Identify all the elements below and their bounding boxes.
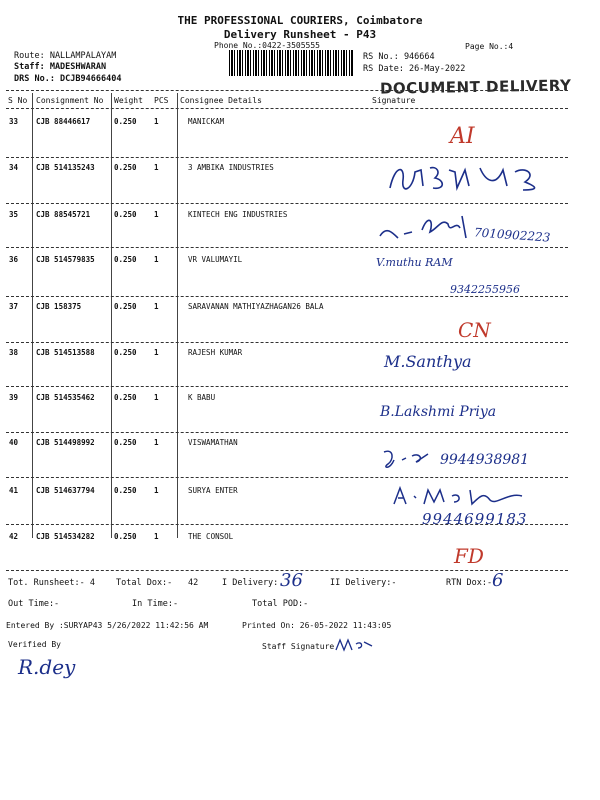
printed-on: Printed On: 26-05-2022 11:43:05 bbox=[242, 621, 392, 630]
row-sno: 42 bbox=[9, 532, 19, 541]
rs-date: RS Date: 26-May-2022 bbox=[363, 64, 466, 74]
row-signature: B.Lakshmi Priya bbox=[380, 404, 497, 420]
verified-by: Verified By bbox=[8, 640, 61, 649]
ii-delivery-label: II Delivery:- bbox=[330, 578, 397, 588]
divider bbox=[6, 90, 568, 91]
i-delivery-label: I Delivery: bbox=[222, 578, 279, 588]
row-pcs: 1 bbox=[154, 255, 159, 264]
col-consignment: Consignment No bbox=[36, 96, 104, 105]
row-sno: 36 bbox=[9, 255, 19, 264]
row-sno: 39 bbox=[9, 393, 19, 402]
row-consignee: SARAVANAN MATHIYAZHAGAN26 BALA bbox=[188, 302, 324, 311]
runsheet-title: Delivery Runsheet - P43 bbox=[223, 28, 377, 41]
row-consignment: CJB 514535462 bbox=[36, 393, 95, 402]
total-dox-value: 42 bbox=[188, 578, 199, 588]
row-pcs: 1 bbox=[154, 348, 159, 357]
divider bbox=[6, 342, 568, 343]
row-weight: 0.250 bbox=[114, 163, 137, 172]
row-consignee: K BABU bbox=[188, 393, 216, 402]
row-signature-scribble bbox=[378, 210, 478, 246]
row-signature-scribble bbox=[390, 484, 530, 508]
row-pcs: 1 bbox=[154, 210, 159, 219]
out-time: Out Time:- bbox=[8, 599, 60, 609]
phone-number: Phone No.:0422-3505555 bbox=[214, 41, 320, 50]
col-weight: Weight bbox=[114, 96, 143, 105]
row-weight: 0.250 bbox=[114, 393, 137, 402]
row-consignee: VISWAMATHAN bbox=[188, 438, 238, 447]
row-consignee: 3 AMBIKA INDUSTRIES bbox=[188, 163, 274, 172]
entered-by: Entered By :SURYAP43 5/26/2022 11:42:56 AM bbox=[6, 621, 209, 630]
row-weight: 0.250 bbox=[114, 486, 137, 495]
row-consignment: CJB 514637794 bbox=[36, 486, 95, 495]
row-consignee: MANICKAM bbox=[188, 117, 225, 126]
staff-signature-label: Staff Signature bbox=[262, 642, 335, 651]
total-dox-label: Total Dox:- bbox=[116, 578, 173, 588]
col-consignee: Consignee Details bbox=[180, 96, 262, 105]
row-weight: 0.250 bbox=[114, 532, 137, 541]
row-pcs: 1 bbox=[154, 486, 159, 495]
row-weight: 0.250 bbox=[114, 117, 137, 126]
row-signature: M.Santhya bbox=[384, 352, 472, 371]
row-consignee: VR VALUMAYIL bbox=[188, 255, 243, 264]
rs-number: RS No.: 946664 bbox=[363, 52, 435, 62]
tot-runsheet: Tot. Runsheet:- 4 bbox=[8, 578, 95, 588]
row-pcs: 1 bbox=[154, 302, 159, 311]
row-weight: 0.250 bbox=[114, 210, 137, 219]
row-signature: CN bbox=[458, 318, 491, 342]
divider bbox=[6, 432, 568, 433]
row-signature-scribble bbox=[380, 446, 440, 472]
divider bbox=[6, 524, 568, 525]
column-line bbox=[32, 93, 33, 538]
col-signature: Signature bbox=[372, 96, 416, 105]
row-consignee: KINTECH ENG INDUSTRIES bbox=[188, 210, 288, 219]
row-consignment: CJB 88446617 bbox=[36, 117, 91, 126]
row-phone: 7010902223 bbox=[473, 225, 551, 245]
row-sno: 41 bbox=[9, 486, 19, 495]
row-weight: 0.250 bbox=[114, 438, 137, 447]
rtn-dox-label: RTN Dox:- bbox=[446, 578, 493, 588]
staff: Staff: MADESHWARAN bbox=[14, 62, 107, 72]
row-sno: 34 bbox=[9, 163, 19, 172]
divider bbox=[6, 108, 568, 109]
row-sno: 38 bbox=[9, 348, 19, 357]
divider bbox=[6, 203, 568, 204]
column-line bbox=[177, 93, 178, 538]
row-signature-scribble bbox=[385, 160, 555, 196]
row-pcs: 1 bbox=[154, 163, 159, 172]
total-pod: Total POD:- bbox=[252, 599, 309, 609]
row-consignment: CJB 158375 bbox=[36, 302, 82, 311]
row-consignment: CJB 514135243 bbox=[36, 163, 95, 172]
rtn-dox-value: 6 bbox=[492, 570, 504, 591]
row-consignment: CJB 88545721 bbox=[36, 210, 91, 219]
row-signature: V.muthu RAM bbox=[376, 256, 453, 269]
row-sno: 40 bbox=[9, 438, 19, 447]
divider bbox=[6, 247, 568, 248]
staff-signature-scribble bbox=[334, 636, 374, 654]
i-delivery-value: 36 bbox=[280, 570, 303, 591]
col-pcs: PCS bbox=[154, 96, 169, 105]
row-weight: 0.250 bbox=[114, 348, 137, 357]
row-signature: AI bbox=[450, 124, 475, 149]
row-phone: 9342255956 bbox=[450, 283, 520, 296]
col-sno: S No bbox=[8, 96, 28, 105]
row-sno: 37 bbox=[9, 302, 19, 311]
row-sno: 35 bbox=[9, 210, 19, 219]
row-pcs: 1 bbox=[154, 532, 159, 541]
in-time: In Time:- bbox=[132, 599, 179, 609]
company-name: THE PROFESSIONAL COURIERS, Coimbatore bbox=[177, 14, 423, 27]
row-pcs: 1 bbox=[154, 438, 159, 447]
row-consignment: CJB 514498992 bbox=[36, 438, 95, 447]
divider bbox=[6, 477, 568, 478]
row-consignee: SURYA ENTER bbox=[188, 486, 238, 495]
divider bbox=[6, 386, 568, 387]
divider bbox=[6, 296, 568, 297]
row-pcs: 1 bbox=[154, 117, 159, 126]
row-signature: FD bbox=[454, 544, 484, 568]
drs-number: DRS No.: DCJB94666404 bbox=[14, 74, 122, 84]
row-consignment: CJB 514534282 bbox=[36, 532, 95, 541]
divider bbox=[6, 157, 568, 158]
column-line bbox=[111, 93, 112, 538]
row-consignee: RAJESH KUMAR bbox=[188, 348, 243, 357]
row-consignment: CJB 514513588 bbox=[36, 348, 95, 357]
barcode bbox=[229, 50, 354, 76]
verified-signature: R.dey bbox=[18, 655, 76, 679]
row-consignment: CJB 514579835 bbox=[36, 255, 95, 264]
route: Route: NALLAMPALAYAM bbox=[14, 51, 117, 61]
row-consignee: THE CONSOL bbox=[188, 532, 234, 541]
row-phone: 9944938981 bbox=[440, 452, 530, 468]
document-delivery-stamp: DOCUMENT DELIVERY bbox=[379, 76, 572, 98]
page-number: Page No.:4 bbox=[465, 42, 514, 51]
row-weight: 0.250 bbox=[114, 302, 137, 311]
row-sno: 33 bbox=[9, 117, 19, 126]
row-weight: 0.250 bbox=[114, 255, 137, 264]
row-phone: 9944699183 bbox=[422, 510, 528, 528]
row-pcs: 1 bbox=[154, 393, 159, 402]
